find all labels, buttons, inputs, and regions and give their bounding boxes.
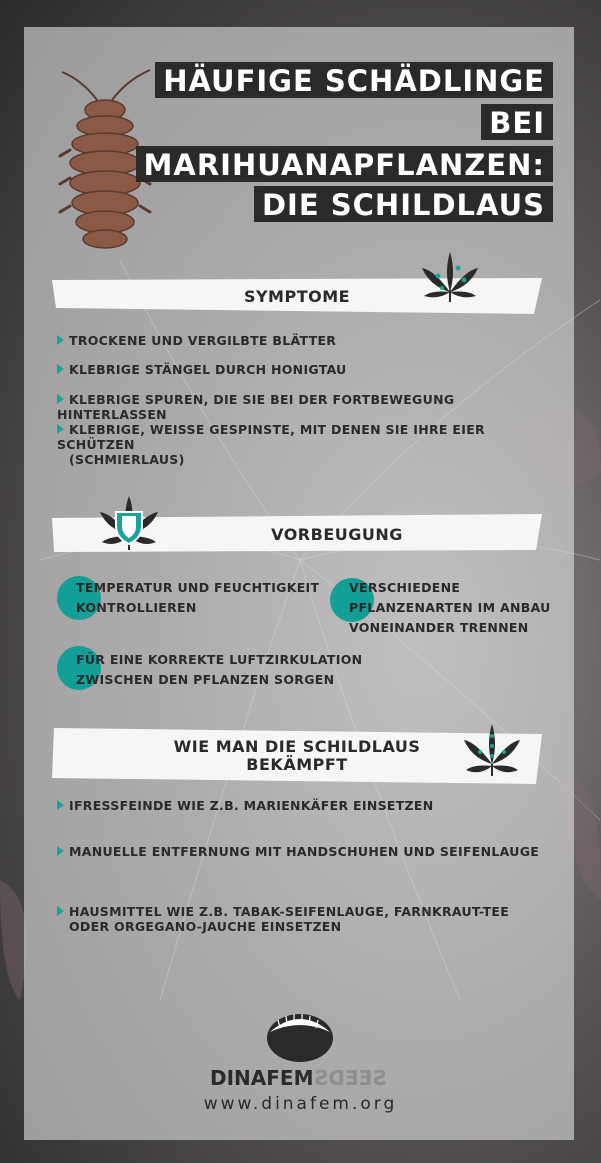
control-item-1: IFRESSFEINDE WIE Z.B. MARIENKÄFER EINSETZEN	[57, 798, 557, 813]
prevention-item-3: FÜR EINE KORREKTE LUFTZIRKULATION ZWISCHEN DEN PFLANZEN SORGEN	[76, 652, 363, 687]
triangle-bullet-icon	[57, 335, 64, 345]
title-line-3: MARIHUANAPFLANZEN:	[136, 146, 553, 182]
brand-url[interactable]: www.dinafem.org	[203, 1094, 398, 1114]
cannabis-leaf-icon	[462, 722, 522, 778]
control-item-2: MANUELLE ENTFERNUNG MIT HANDSCHUHEN UND SEIFENLAUGE	[57, 844, 557, 859]
dinafem-seed-logo	[264, 1008, 336, 1064]
triangle-bullet-icon	[57, 394, 64, 404]
prevention-heading: VORBEUGUNG	[271, 525, 403, 544]
symptom-item-2: KLEBRIGE STÄNGEL DURCH HONIGTAU	[57, 362, 557, 377]
title-line-4: DIE SCHILDLAUS	[254, 186, 553, 222]
symptoms-heading: SYMPTOME	[243, 287, 351, 306]
control-heading-line-2: BEKÄMPFT	[246, 755, 348, 774]
title-line-2: BEI	[481, 104, 553, 140]
prevention-item-1: TEMPERATUR UND FEUCHTIGKEIT KONTROLLIEREN	[76, 580, 320, 615]
triangle-bullet-icon	[57, 800, 64, 810]
triangle-bullet-icon	[57, 906, 64, 916]
title-line-1: HÄUFIGE SCHÄDLINGE	[155, 62, 553, 98]
shield-leaf-icon	[98, 494, 160, 552]
triangle-bullet-icon	[57, 364, 64, 374]
control-item-3: HAUSMITTEL WIE Z.B. TABAK-SEIFENLAUGE, FARNKRAUT-TEE ODER ORGEGANO-JAUCHE EINSETZEN	[57, 904, 557, 934]
cannabis-leaf-icon	[420, 248, 480, 304]
control-heading-line-1: WIE MAN DIE SCHILDLAUS	[173, 737, 421, 756]
symptom-item-4: KLEBRIGE, WEISSE GESPINSTE, MIT DENEN SIE IHRE EIER SCHÜTZEN (SCHMIERLAUS)	[57, 422, 485, 467]
symptom-item-1: TROCKENE UND VERGILBTE BLÄTTER	[57, 333, 557, 348]
triangle-bullet-icon	[57, 846, 64, 856]
prevention-item-2: VERSCHIEDENE PFLANZENARTEN IM ANBAU VONEINANDER TRENNEN	[349, 580, 551, 635]
triangle-bullet-icon	[57, 424, 64, 434]
brand-name: DINAFEMSEEDS	[210, 1066, 387, 1090]
symptom-item-3: KLEBRIGE SPUREN, DIE SIE BEI DER FORTBEWEGUNG HINTERLASSEN	[57, 392, 455, 422]
